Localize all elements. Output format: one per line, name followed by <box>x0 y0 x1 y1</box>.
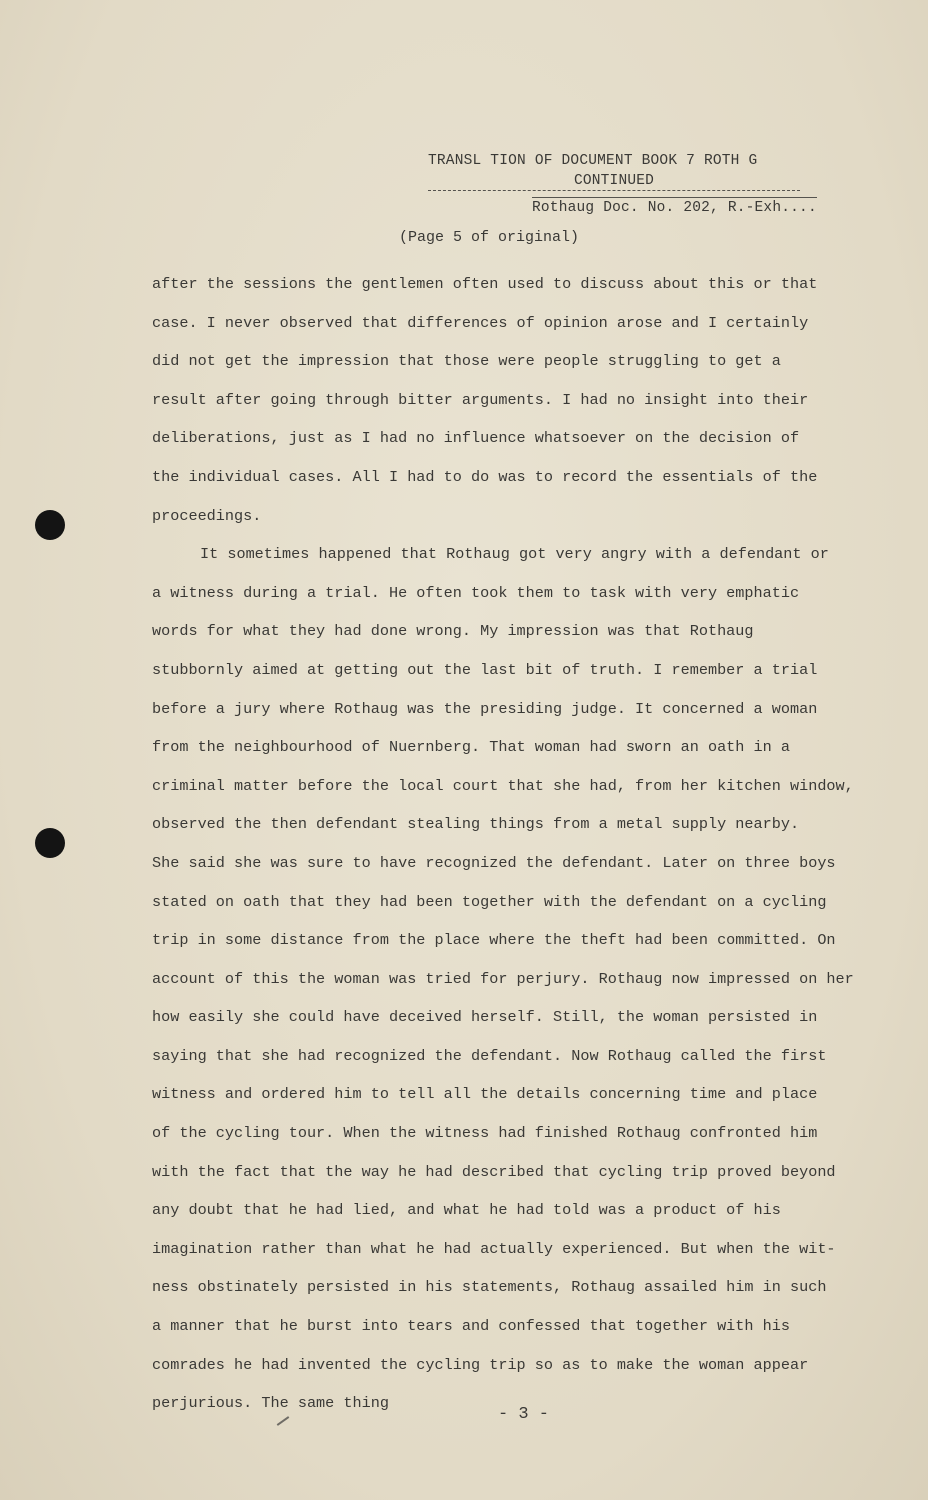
text-line: stated on oath that they had been together with the defendant on a cycling <box>152 892 827 911</box>
text-line: words for what they had done wrong. My impression was that Rothaug <box>152 622 754 641</box>
text-line: a witness during a trial. He often took them to task with very emphatic <box>152 583 800 602</box>
text-line: the individual cases. All I had to do was to record the essentials of the <box>152 467 818 486</box>
page-number: - 3 - <box>498 1405 550 1424</box>
text-line: before a jury where Rothaug was the presiding judge. It concerned a woman <box>152 699 818 718</box>
text-line: comrades he had invented the cycling trip so as to make the woman appear <box>152 1355 809 1374</box>
header-continued: CONTINUED <box>428 173 800 191</box>
body-text <box>152 265 892 1423</box>
text-line: perjurious. The same thing <box>152 1394 389 1413</box>
text-line: criminal matter before the local court that she had, from her kitchen window, <box>152 776 854 795</box>
original-page-reference: (Page 5 of original) <box>399 229 580 246</box>
text-line: after the sessions the gentlemen often used to discuss about this or that <box>152 275 818 293</box>
text-line: any doubt that he had lied, and what he had told was a product of his <box>152 1201 781 1220</box>
text-line: stubbornly aimed at getting out the last bit of truth. I remember a trial <box>152 660 818 679</box>
header-doc-ref: Rothaug Doc. No. 202, R.-Exh.... <box>532 197 817 216</box>
text-line: ness obstinately persisted in his statements, Rothaug assailed him in such <box>152 1278 827 1297</box>
text-line: of the cycling tour. When the witness had finished Rothaug confronted him <box>152 1124 818 1143</box>
text-line: how easily she could have deceived herself. Still, the woman persisted in <box>152 1008 818 1027</box>
punch-hole-top <box>35 510 65 540</box>
text-line: trip in some distance from the place where the theft had been committed. On <box>152 931 836 950</box>
text-line: result after going through bitter arguments. I had no insight into their <box>152 390 809 409</box>
document-header <box>428 153 868 216</box>
text-line: did not get the impression that those were people struggling to get a <box>152 352 781 371</box>
text-line: saying that she had recognized the defendant. Now Rothaug called the first <box>152 1046 827 1065</box>
text-line: It sometimes happened that Rothaug got very angry with a defendant or <box>200 545 829 564</box>
text-line: from the neighbourhood of Nuernberg. That woman had sworn an oath in a <box>152 738 790 757</box>
text-line: with the fact that the way he had described that cycling trip proved beyond <box>152 1162 836 1181</box>
text-line: She said she was sure to have recognized the defendant. Later on three boys <box>152 853 836 872</box>
text-line: a manner that he burst into tears and confessed that together with his <box>152 1317 790 1336</box>
text-line: imagination rather than what he had actually experienced. But when the wit- <box>152 1239 836 1258</box>
punch-hole-bottom <box>35 828 65 858</box>
text-line: deliberations, just as I had no influence whatsoever on the decision of <box>152 429 800 448</box>
text-line: account of this the woman was tried for perjury. Rothaug now impressed on her <box>152 969 854 988</box>
text-line: observed the then defendant stealing things from a metal supply nearby. <box>152 815 800 834</box>
text-line: proceedings. <box>152 506 262 525</box>
header-title: TRANSL TION OF DOCUMENT BOOK 7 ROTH G <box>428 153 758 169</box>
text-line: witness and ordered him to tell all the details concerning time and place <box>152 1085 818 1104</box>
text-line: case. I never observed that differences of opinion arose and I certainly <box>152 313 809 332</box>
